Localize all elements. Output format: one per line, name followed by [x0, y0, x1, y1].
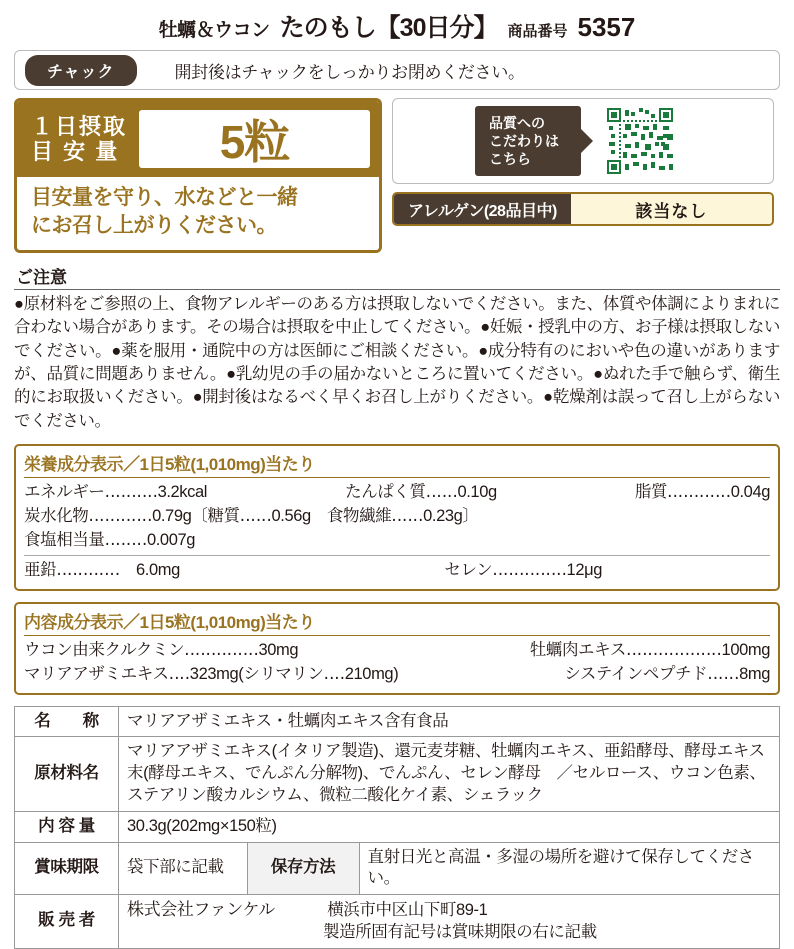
spec-content-label: 内 容 量 [15, 811, 119, 842]
content-ingredients-divider [24, 635, 770, 636]
nutrition-row [24, 481, 770, 505]
zipper-text: 開封後はチャックをしっかりお閉めください。 [174, 62, 525, 82]
nutrition-cell: 脂質‥‥‥‥‥‥0.04g [634, 483, 771, 502]
nutrition-row [24, 559, 770, 583]
daily-dose-header [17, 101, 379, 177]
content-ingredients-cell: ウコン由来クルクミン‥‥‥‥‥‥‥30mg [24, 641, 299, 660]
quality-banner-line1: 品質への [489, 114, 545, 131]
product-code-value: 5357 [577, 12, 636, 42]
allergen-label: アレルゲン(28品目中) [394, 194, 571, 224]
nutrition-cell: 亜鉛‥‥‥‥‥‥ 6.0mg [24, 561, 180, 580]
dosage-section [14, 98, 780, 253]
seller-company-name: 株式会社ファンケル [127, 900, 275, 920]
spec-name-value: マリアアザミエキス・牡蠣肉エキス含有食品 [119, 706, 780, 737]
daily-dose-note-line2: にお召し上がりください。 [31, 214, 277, 238]
daily-dose-note-line1: 目安量を守り、水などと一緒 [31, 186, 298, 209]
nutrition-cell: 食塩相当量‥‥‥‥0.007g [24, 530, 196, 549]
title-large: たのもし【30日分】 [279, 14, 498, 42]
content-ingredients-cell: 牡蠣肉エキス‥‥‥‥‥‥‥‥‥100mg [529, 641, 770, 660]
table-row [15, 842, 780, 895]
table-row [15, 737, 780, 811]
nutrition-cell: エネルギー‥‥‥‥‥3.2kcal [24, 483, 208, 502]
daily-dose-label-line1: １日摂取 [31, 113, 128, 139]
nutrition-cell: たんぱく質‥‥‥0.10g [345, 483, 497, 502]
nutrition-divider [24, 477, 770, 478]
content-ingredients-cell: システインペプチド‥‥‥8mg [564, 664, 770, 683]
qr-code-icon[interactable] [607, 108, 673, 174]
spec-storage-value: 直射日光と高温・多湿の場所を避けて保存してください。 [367, 847, 754, 888]
nutrition-row [24, 505, 770, 529]
caution-body: ●原材料をご参照の上、食物アレルギーのある方は摂取しないでください。また、体質や体調によりまれに合わない場合があります。その場合は摂取を中止してください。●妊娠・授乳中の方、お子様は摂取しないでください。●薬を服用・通院中の方は医師にご相談ください。●成分特有のにおいや色の違いがありますが、品質に問題ありません。●乳幼児の手の届かないところに置いてください。●ぬれた手で触らず、衛生的にお取扱いください。●開封後はなるべく早くお召し上がりください。●乾燥剤は誤って召し上がらないでください。 [14, 289, 780, 434]
seller-address-line1: 横浜市中区山下町89-1 [327, 901, 488, 920]
seller-address-line2: 製造所固有記号は賞味期限の右に記載 [323, 922, 597, 941]
content-ingredients-row [24, 639, 770, 663]
quality-qr-box [392, 98, 774, 184]
qr-and-allergen [392, 98, 774, 226]
nutrition-inner-rule [24, 555, 770, 556]
nutrition-cell: セレン‥‥‥‥‥‥‥12μg [444, 561, 602, 580]
spec-expiry-label: 賞味期限 [15, 842, 119, 895]
zipper-badge: チャック [25, 55, 137, 86]
quality-banner-line3: こちら [489, 151, 531, 168]
spec-content-value: 30.3g(202mg×150粒) [119, 811, 780, 842]
content-ingredients-row [24, 663, 770, 687]
table-row [15, 706, 780, 737]
quality-banner-line2: こだわりは [489, 132, 559, 149]
daily-dose-label-line2: 目 安 量 [31, 139, 120, 164]
spec-storage-label: 保存方法 [247, 843, 359, 895]
nutrition-row [24, 529, 770, 553]
nutrition-title: 栄養成分表示／1日5粒(1,010mg)当たり [24, 455, 315, 475]
product-code-label: 商品番号 [507, 23, 568, 40]
allergen-bar [392, 192, 774, 226]
daily-dose-box [14, 98, 382, 253]
zipper-notice [14, 50, 780, 90]
daily-dose-amount: 5粒 [139, 110, 370, 168]
allergen-value: 該当なし [571, 194, 772, 224]
table-row [15, 895, 780, 949]
page-title [14, 8, 780, 44]
content-ingredients-title: 内容成分表示／1日5粒(1,010mg)当たり [24, 613, 315, 633]
daily-dose-note [17, 177, 379, 250]
nutrition-cell: 炭水化物‥‥‥‥‥‥0.79g〔糖質‥‥‥0.56g 食物繊維‥‥‥0.23g〕 [24, 506, 479, 525]
spec-expiry-storage-cell [119, 842, 780, 895]
title-small: 牡蠣＆ウコン [158, 20, 270, 41]
spec-seller-value [119, 895, 780, 949]
spec-ingredients-value: マリアアザミエキス(イタリア製造)、還元麦芽糖、牡蠣肉エキス、亜鉛酵母、酵母エキス末(酵母エキス、でんぷん分解物)、でんぷん、セレン酵母 ／セルロース、ウコン色素、ステアリン酸カルシウム、微粒二酸化ケイ素、シェラック [119, 737, 780, 811]
quality-banner [475, 106, 581, 177]
spec-name-label: 名 称 [15, 706, 119, 737]
spec-expiry-value: 袋下部に記載 [127, 858, 224, 877]
spec-table [14, 706, 780, 949]
daily-dose-label [17, 114, 139, 165]
caution-title: ご注意 [16, 267, 67, 287]
content-ingredients-panel [14, 602, 780, 695]
table-row [15, 811, 780, 842]
spec-seller-label: 販 売 者 [15, 895, 119, 949]
content-ingredients-cell: マリアアザミエキス‥‥323mg(シリマリン‥‥210mg) [24, 664, 399, 683]
nutrition-panel [14, 444, 780, 591]
spec-ingredients-label: 原材料名 [15, 737, 119, 811]
